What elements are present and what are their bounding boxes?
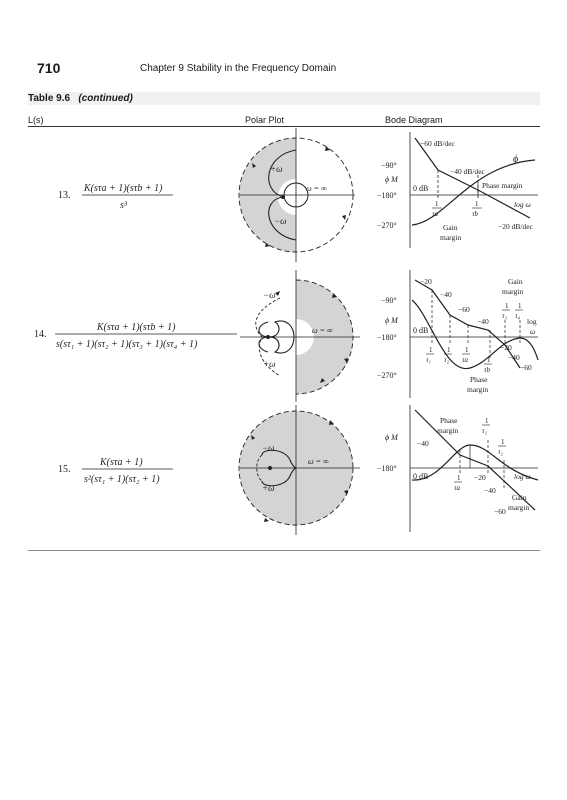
row-15-bode-taua: τa xyxy=(454,484,461,492)
row-14-bode-one-1: 1 xyxy=(429,346,433,354)
row-15-bode-tau2: τ₂ xyxy=(498,448,503,456)
row-14-bode-tau4: τ₄ xyxy=(515,312,520,320)
row-14-bode-phase-label: Phase xyxy=(470,375,488,384)
row-13-bode-tau-b: τb xyxy=(472,210,479,218)
row-14-bode-slope-40c: −40 xyxy=(508,353,520,362)
row-15-polar-omega-plus: +ω xyxy=(262,483,275,493)
row-15-bode-margin-label: margin xyxy=(508,503,530,512)
row-13-polar-plot xyxy=(239,128,355,262)
row-14-bode-one-2: 1 xyxy=(447,346,451,354)
row-14-bode-ylabel-270: −270° xyxy=(377,371,397,380)
row-14-bode-ylabel-90: −90° xyxy=(381,296,397,305)
column-header-polar: Polar Plot xyxy=(245,115,285,125)
row-13-bode-zero-db: 0 dB xyxy=(413,184,429,193)
row-13-polar-arrow-2 xyxy=(342,215,346,220)
row-15-bode-ylabel-phim: ϕ M xyxy=(385,433,398,442)
row-15-polar-arrow-1 xyxy=(329,420,334,425)
row-15-bode-pm-label: margin xyxy=(437,426,459,435)
row-15-polar-omega-inf: ω = ∞ xyxy=(308,457,329,466)
row-13-bode-diagram xyxy=(377,132,538,248)
row-14-bode-taua: τa xyxy=(462,356,469,364)
row-15-bode-one-a: 1 xyxy=(457,474,461,482)
row-15-bode-diagram xyxy=(377,405,538,532)
row-13-bode-one-b: 1 xyxy=(475,200,479,208)
row-14-bode-log: log xyxy=(527,317,537,326)
row-14-bode-tau2: τ₂ xyxy=(444,356,449,364)
row-15-polar-omega-minus: −ω xyxy=(262,443,275,453)
row-14-bode-slope-40b: −40 xyxy=(477,317,489,326)
row-14-bode-ylabel-180: −180° xyxy=(377,333,397,342)
row-15 xyxy=(58,405,538,535)
row-15-bode-phase-label: Phase xyxy=(440,416,458,425)
row-15-index: 15. xyxy=(58,464,71,475)
row-13-bode-ylabel-270: −270° xyxy=(377,221,397,230)
row-14 xyxy=(34,270,538,402)
row-14-index: 14. xyxy=(34,329,47,340)
row-13-bode-ylabel-phim: ϕ M xyxy=(385,175,398,184)
chapter-title: Chapter 9 Stability in the Frequency Domain xyxy=(140,63,337,74)
row-13-bode-slope-20: −20 dB/dec xyxy=(498,222,533,231)
row-13-bode-slope-60: −60 dB/dec xyxy=(420,139,455,148)
row-14-bode-slope-20a: −20 xyxy=(420,277,432,286)
row-14-bode-omega: ω xyxy=(530,327,536,336)
row-14-bode-taub: τb xyxy=(484,366,491,374)
row-13-bode-logw: log ω xyxy=(514,200,531,209)
row-13-polar-omega-plus: +ω xyxy=(270,164,283,174)
row-14-polar-omega-minus: −ω xyxy=(263,290,276,300)
row-15-denominator: s²(sτ₁ + 1)(sτ₂ + 1) xyxy=(84,474,160,485)
row-14-bode-pm-label: margin xyxy=(467,385,489,394)
row-15-polar-critical-point xyxy=(268,466,272,470)
row-14-bode-one-4: 1 xyxy=(518,302,522,310)
row-15-bode-tau1: τ₁ xyxy=(482,427,487,435)
row-13-bode-gain-label: Gain xyxy=(443,223,458,232)
row-13-bode-ylabel-180: −180° xyxy=(377,191,397,200)
row-13-bode-tau-a: τa xyxy=(432,210,439,218)
row-15-bode-ylabel-180: −180° xyxy=(377,464,397,473)
row-15-bode-gain-label: Gain xyxy=(512,493,527,502)
row-14-bode-one-3: 1 xyxy=(505,302,509,310)
page-number: 710 xyxy=(37,60,61,76)
row-14-bode-slope-60b: −60 xyxy=(520,363,532,372)
row-14-denominator: s(sτ₁ + 1)(sτ₂ + 1)(sτ₃ + 1)(sτ₄ + 1) xyxy=(56,339,198,350)
row-13-denominator: s³ xyxy=(120,200,127,211)
row-15-numerator: K(sτa + 1) xyxy=(100,457,143,468)
row-13 xyxy=(58,128,538,262)
row-14-bode-one-a: 1 xyxy=(465,346,469,354)
row-14-polar-arrow-1 xyxy=(275,291,280,296)
row-13-bode-ylabel-90: −90° xyxy=(381,161,397,170)
row-13-bode-magnitude xyxy=(415,138,530,218)
row-14-bode-tau3: τ₃ xyxy=(502,312,507,320)
row-14-polar-omega-inf: ω = ∞ xyxy=(312,326,333,335)
row-15-bode-slope-60: −60 xyxy=(494,507,506,516)
row-14-polar-critical-point xyxy=(266,335,270,339)
row-14-bode-slope-40a: −40 xyxy=(440,290,452,299)
row-14-bode-gain-label: Gain xyxy=(508,277,523,286)
row-15-polar-arrow-3 xyxy=(264,518,269,522)
table-label: Table 9.6 xyxy=(28,93,71,104)
row-13-bode-phi: ϕ xyxy=(513,154,519,165)
row-14-bode-tau1: τ₁ xyxy=(426,356,431,364)
row-15-bode-logw: log ω xyxy=(514,472,531,481)
row-13-bode-slope-40: −40 dB/dec xyxy=(450,167,485,176)
row-13-polar-omega-inf: ω = ∞ xyxy=(306,184,327,193)
row-14-polar-plot xyxy=(240,270,360,402)
row-15-bode-one-2: 1 xyxy=(501,438,505,446)
row-14-bode-slope-20b: −20 xyxy=(500,343,512,352)
row-14-bode-zero-db: 0 dB xyxy=(413,326,429,335)
table-continued: (continued) xyxy=(78,93,133,104)
row-14-bode-diagram xyxy=(377,270,538,398)
row-13-polar-omega-minus: −ω xyxy=(274,216,287,226)
row-13-bode-phase-margin: Phase margin xyxy=(482,181,523,190)
row-14-polar-upper-branch xyxy=(259,321,294,337)
row-15-bode-slope-40a: −40 xyxy=(417,439,429,448)
row-15-polar-plot xyxy=(239,405,360,535)
row-13-numerator: K(sτa + 1)(sτb + 1) xyxy=(84,183,163,194)
row-14-bode-ylabel-phim: ϕ M xyxy=(385,316,398,325)
row-14-bode-slope-60a: −60 xyxy=(458,305,470,314)
row-15-bode-slope-40b: −40 xyxy=(484,486,496,495)
row-13-bode-margin-label: margin xyxy=(440,233,462,242)
row-13-polar-critical-point xyxy=(281,195,285,199)
row-13-bode-one-a: 1 xyxy=(435,200,439,208)
row-15-bode-zero-db: 0 dB xyxy=(413,472,429,481)
row-14-polar-lower-branch xyxy=(259,337,294,353)
row-14-polar-omega-plus: +ω xyxy=(263,359,276,369)
row-14-bode-one-b: 1 xyxy=(487,356,491,364)
row-14-bode-margin-label: margin xyxy=(502,287,524,296)
row-15-bode-slope-20: −20 xyxy=(474,473,486,482)
row-15-bode-one-1: 1 xyxy=(485,417,489,425)
column-header-ls: L(s) xyxy=(28,115,44,125)
row-13-index: 13. xyxy=(58,190,71,201)
row-14-numerator: K(sτa + 1)(sτb + 1) xyxy=(97,322,176,333)
column-header-bode: Bode Diagram xyxy=(385,115,443,125)
